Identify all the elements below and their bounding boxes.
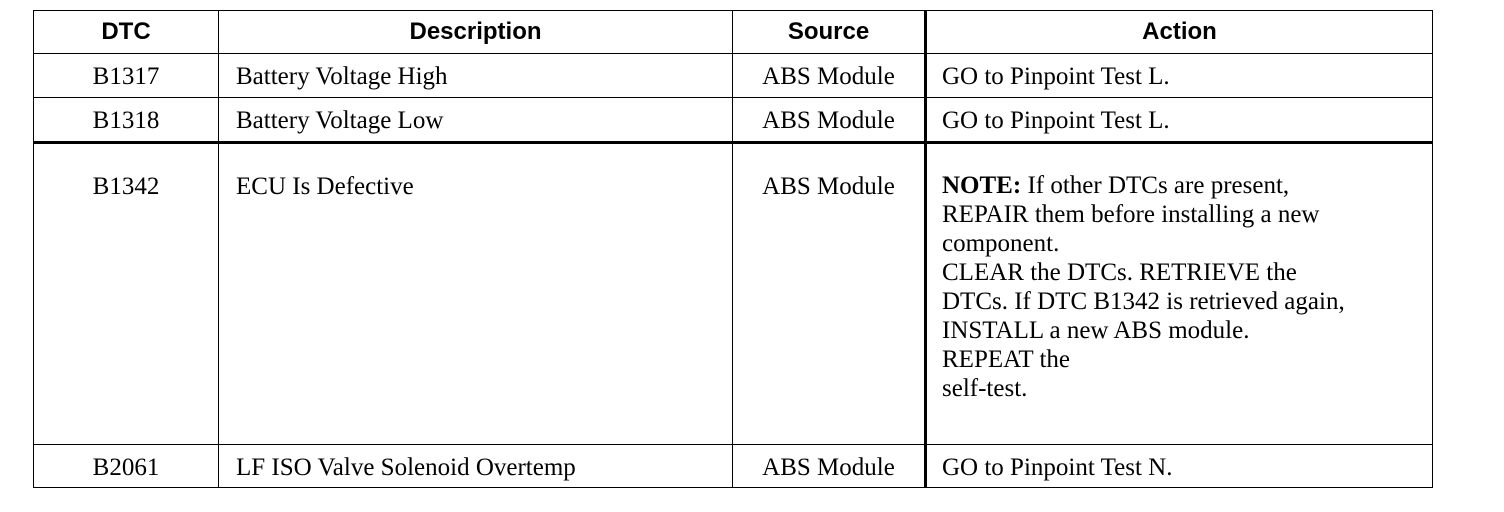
dtc-table: [33, 10, 1433, 488]
description-cell: [219, 54, 733, 98]
dtc-code: B2061: [92, 454, 160, 481]
source-cell: [733, 54, 926, 98]
dtc-cell: [34, 445, 219, 488]
note-line: self-test.: [942, 375, 1028, 402]
note-line: component.: [942, 230, 1060, 257]
description-text: ECU Is Defective: [236, 173, 414, 200]
action-text: GO to Pinpoint Test L.: [942, 63, 1170, 90]
note-line: INSTALL a new ABS module.: [942, 317, 1250, 344]
action-cell: [926, 143, 1433, 445]
dtc-code: B1317: [92, 63, 160, 90]
description-text: LF ISO Valve Solenoid Overtemp: [236, 454, 576, 481]
table-row: [34, 98, 1433, 143]
description-cell: [219, 143, 733, 445]
source-cell: [733, 143, 926, 445]
note-text: If other DTCs are present,: [1021, 172, 1290, 199]
dtc-cell: [34, 98, 219, 143]
source-cell: [733, 445, 926, 488]
source-text: ABS Module: [762, 63, 895, 90]
header-source: Source: [733, 11, 926, 54]
note-line: CLEAR the DTCs. RETRIEVE the: [942, 259, 1297, 286]
source-text: ABS Module: [762, 173, 895, 200]
table-row: [34, 54, 1433, 98]
description-text: Battery Voltage High: [236, 63, 448, 90]
action-note: [942, 144, 1432, 403]
table-row: [34, 445, 1433, 488]
source-cell: [733, 98, 926, 143]
header-action: Action: [926, 11, 1433, 54]
note-line: REPEAT the: [942, 346, 1071, 373]
dtc-cell: [34, 54, 219, 98]
source-text: ABS Module: [762, 454, 895, 481]
action-cell: [926, 54, 1433, 98]
note-label: NOTE:: [942, 172, 1022, 199]
dtc-code: B1318: [92, 107, 160, 134]
header-dtc: DTC: [34, 11, 219, 54]
dtc-cell: [34, 143, 219, 445]
header-description: Description: [219, 11, 733, 54]
note-line: [942, 171, 1432, 200]
action-text: GO to Pinpoint Test L.: [942, 107, 1170, 134]
description-cell: [219, 98, 733, 143]
description-text: Battery Voltage Low: [236, 107, 444, 134]
description-cell: [219, 445, 733, 488]
dtc-code: B1342: [92, 173, 160, 200]
note-line: DTCs. If DTC B1342 is retrieved again,: [942, 288, 1345, 315]
table-row: [34, 143, 1433, 445]
action-cell: [926, 98, 1433, 143]
action-text: GO to Pinpoint Test N.: [942, 454, 1173, 481]
note-line: REPAIR them before installing a new: [942, 201, 1320, 228]
action-cell: [926, 445, 1433, 488]
table-header-row: [34, 11, 1433, 54]
source-text: ABS Module: [762, 107, 895, 134]
